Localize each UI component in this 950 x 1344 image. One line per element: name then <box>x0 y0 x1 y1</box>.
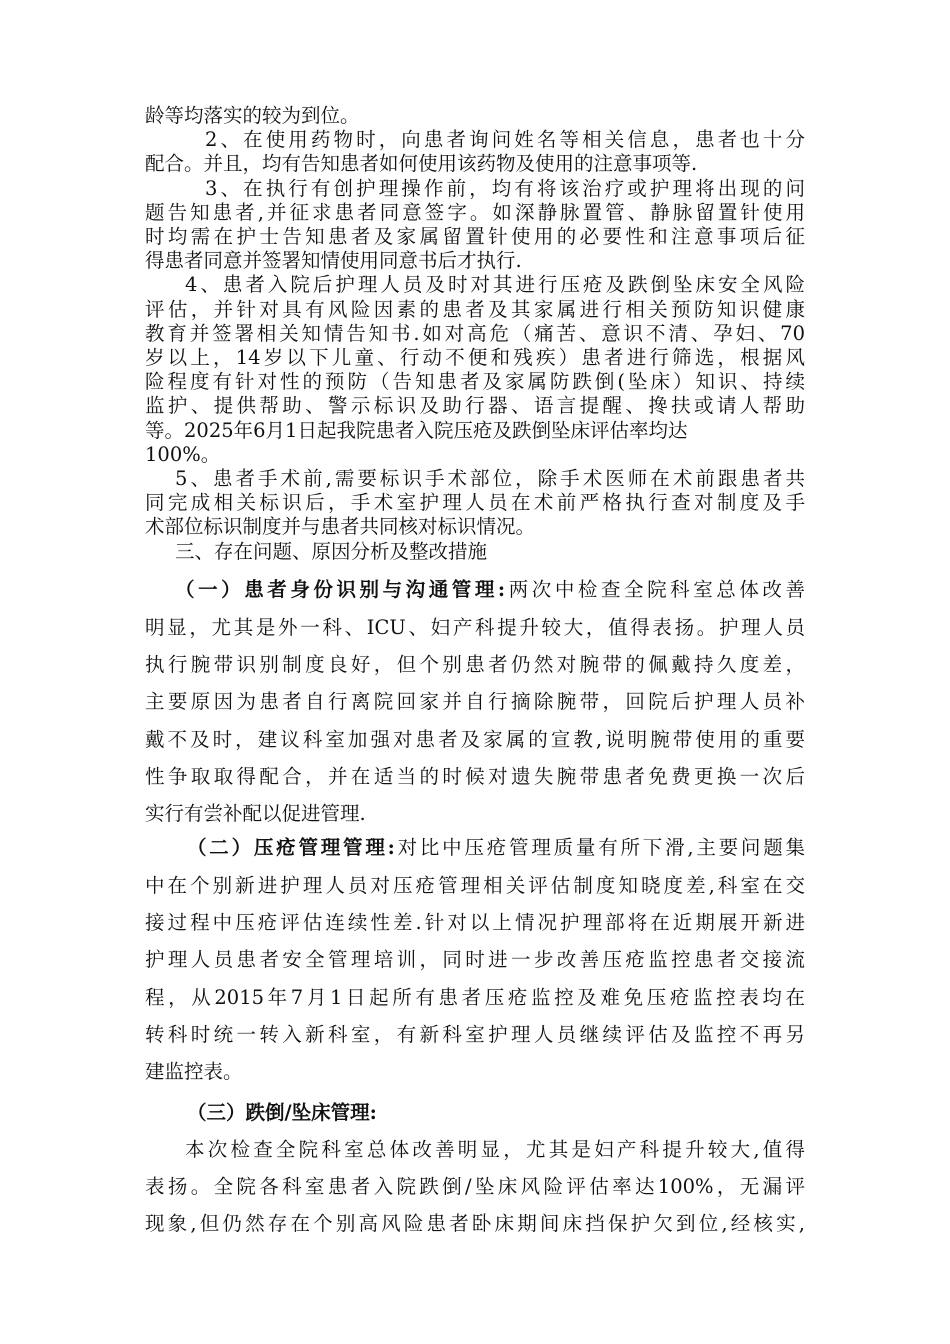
paragraph-line: 程，从2015年7月1日起所有患者压疮监控及难免压疮监控表均在 <box>145 985 805 1009</box>
paragraph-line: 性争取取得配合，并在适当的时候对遗失腕带患者免费更换一次后 <box>145 764 805 788</box>
paragraph-line: 接过程中压疮评估连续性差.针对以上情况护理部将在近期展开新进 <box>145 911 805 935</box>
paragraph-line: 岁以上，14岁以下儿童、行动不便和残疾）患者进行筛选，根据风 <box>145 346 805 369</box>
paragraph-line: 监护、提供帮助、警示标识及助行器、语言提醒、搀扶或请人帮助 <box>145 394 805 418</box>
paragraph-line: 配合。并且，均有告知患者如何使用该药物及使用的注意事项等. <box>145 152 698 176</box>
section1-first-line <box>175 574 805 602</box>
paragraph-line: 转科时统一转入新科室，有新科室护理人员继续评估及监控不再另 <box>145 1022 805 1046</box>
paragraph-line: 术部位标识制度并与患者共同核对标识情况。 <box>145 515 536 539</box>
paragraph-line: 明显，尤其是外一科、ICU、妇产科提升较大，值得表扬。护理人员 <box>145 616 805 639</box>
paragraph-line: 评估，并针对具有风险因素的患者及其家属进行相关预防知识健康 <box>145 297 805 321</box>
paragraph-line: 3、在执行有创护理操作前，均有将该治疗或护理将出现的问 <box>205 176 805 200</box>
paragraph-line: 实行有尝补配以促进管理. <box>145 802 366 825</box>
paragraph-line: 主要原因为患者自行离院回家并自行摘除腕带，回院后护理人员补 <box>145 690 805 714</box>
paragraph-line: 护理人员患者安全管理培训，同时进一步改善压疮监控患者交接流 <box>145 948 805 972</box>
section1-heading: （一）患者身份识别与沟通管理: <box>175 578 506 601</box>
paragraph-line: 得患者同意并签署知情使用同意书后才执行. <box>145 249 522 273</box>
paragraph-line: 2、在使用药物时，向患者询问姓名等相关信息，患者也十分 <box>205 128 805 152</box>
section2-heading: （二）压疮管理管理: <box>187 836 395 859</box>
paragraph-line: 题告知患者,并征求患者同意签字。如深静脉置管、静脉留置针使用 <box>145 200 805 224</box>
section3-heading: （三）跌倒/坠床管理: <box>187 1101 377 1124</box>
paragraph-line: 龄等均落实的较为到位。 <box>145 104 360 127</box>
paragraph-line: 5、患者手术前,需要标识手术部位，除手术医师在术前跟患者共 <box>175 467 805 490</box>
paragraph-line: 教育并签署相关知情告知书.如对高危（痛苦、意识不清、孕妇、70 <box>145 321 805 345</box>
paragraph-line: 表扬。全院各科室患者入院跌倒/坠床风险评估率达100%，无漏评 <box>145 1175 805 1199</box>
section1-first-line-text: 两次中检查全院科室总体改善 <box>505 578 805 601</box>
paragraph-line: 同完成相关标识后，手术室护理人员在术前严格执行查对制度及手 <box>145 491 805 515</box>
paragraph-line: 中在个别新进护理人员对压疮管理相关评估制度知晓度差,科室在交 <box>145 874 805 897</box>
paragraph-line: 戴不及时，建议科室加强对患者及家属的宣教,说明腕带使用的重要 <box>145 727 805 751</box>
paragraph-line: 100%。 <box>145 442 221 466</box>
paragraph-line: 建监控表。 <box>145 1060 243 1083</box>
paragraph-line: 本次检查全院科室总体改善明显，尤其是妇产科提升较大,值得 <box>185 1138 805 1161</box>
paragraph-line: 时均需在护士告知患者及家属留置针使用的必要性和注意事项后征 <box>145 225 805 248</box>
paragraph-line: 等。2025年6月1日起我院患者入院压疮及跌倒坠床评估率均达 <box>145 418 688 442</box>
section2-first-line-text: 对比中压疮管理质量有所下滑,主要问题集 <box>394 836 806 859</box>
paragraph-line: 三、存在问题、原因分析及整改措施 <box>175 539 488 563</box>
section2-first-line <box>187 832 805 860</box>
paragraph-line: 执行腕带识别制度良好，但个别患者仍然对腕带的佩戴持久度差， <box>145 653 805 677</box>
paragraph-line: 4、患者入院后护理人员及时对其进行压疮及跌倒坠床安全风险 <box>185 273 805 297</box>
paragraph-line: 现象,但仍然存在个别高风险患者卧床期间床挡保护欠到位,经核实, <box>145 1212 805 1236</box>
paragraph-line: 险程度有针对性的预防（告知患者及家属防跌倒(坠床）知识、持续 <box>145 370 805 394</box>
